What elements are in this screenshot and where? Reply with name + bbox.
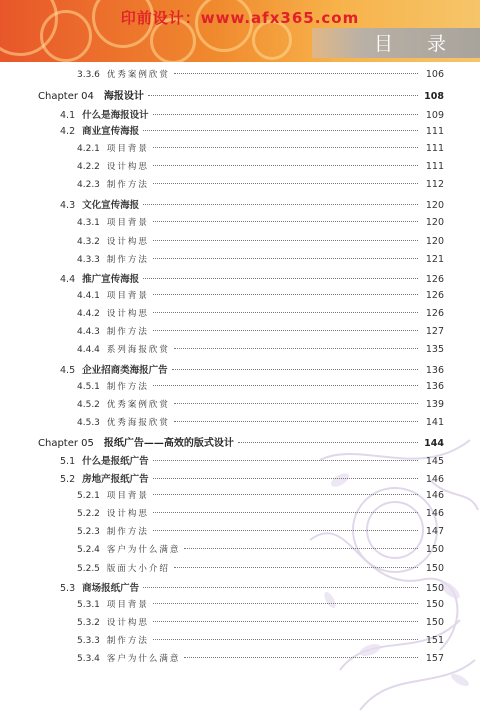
entry-title: 客户为什么满意	[106, 545, 181, 555]
toc-entry	[77, 598, 444, 616]
dot-leader	[174, 403, 418, 404]
page-number: 120	[425, 217, 444, 228]
page-number: 150	[425, 617, 444, 628]
page-number: 106	[425, 69, 444, 80]
toc-entry	[60, 471, 444, 489]
page-number: 150	[425, 599, 444, 610]
entry-title: 项目背景	[106, 600, 149, 610]
entry-number: 5.2.3	[77, 527, 100, 537]
page-number: 157	[425, 653, 444, 664]
page-number: 126	[425, 274, 444, 285]
toc-entry	[77, 616, 444, 634]
entry-title: 制作方法	[106, 382, 149, 392]
dot-leader	[143, 587, 418, 588]
entry-title: 优秀案例欣赏	[106, 400, 170, 410]
toc-entry	[77, 142, 444, 160]
dot-leader	[184, 657, 418, 658]
entry-title: 商业宣传海报	[82, 126, 140, 137]
page-number: 146	[425, 508, 444, 519]
entry-number: 5.3.2	[77, 618, 100, 628]
page-number: 151	[425, 635, 444, 646]
entry-title: 制作方法	[106, 327, 149, 337]
dot-leader	[143, 204, 418, 205]
entry-number: 4.4.4	[77, 345, 100, 355]
dot-leader	[153, 639, 418, 640]
toc-entry	[77, 562, 444, 580]
entry-title: 报纸广告——高效的版式设计	[103, 438, 234, 449]
chapter-entry	[38, 434, 444, 452]
toc-entry	[77, 507, 444, 525]
page-number: 141	[425, 417, 444, 428]
dot-leader	[153, 221, 418, 222]
dot-leader	[153, 512, 418, 513]
entry-title: 房地产报纸广告	[82, 474, 149, 485]
dot-leader	[153, 494, 418, 495]
entry-number: 5.1	[60, 456, 76, 467]
entry-title: 设计构思	[106, 237, 149, 247]
toc-entry	[77, 652, 444, 670]
toc-entry	[77, 489, 444, 507]
entry-title: 商场报纸广告	[82, 583, 140, 594]
entry-number: 5.2.5	[77, 564, 100, 574]
entry-title: 海报设计	[103, 91, 144, 102]
toc-entry	[77, 398, 444, 416]
dot-leader	[174, 348, 418, 349]
toc-entry	[77, 343, 444, 361]
entry-title: 设计构思	[106, 309, 149, 319]
dot-leader	[153, 183, 418, 184]
page-number: 120	[425, 200, 444, 211]
entry-number: 4.4.3	[77, 327, 100, 337]
dot-leader	[148, 95, 418, 96]
entry-title: 制作方法	[106, 180, 149, 190]
dot-leader	[153, 478, 418, 479]
page-number: 111	[425, 126, 444, 137]
page-number: 144	[424, 438, 444, 449]
dot-leader	[153, 330, 418, 331]
toc-entry	[60, 580, 444, 598]
dot-leader	[172, 369, 418, 370]
entry-title: 项目背景	[106, 491, 149, 501]
page-number: 120	[425, 236, 444, 247]
entry-title: 文化宣传海报	[82, 200, 140, 211]
dot-leader	[153, 621, 418, 622]
page-number: 146	[425, 474, 444, 485]
watermark-text: 印前设计：www.afx365.com	[120, 9, 360, 27]
toc-entry	[77, 325, 444, 343]
entry-number: 4.2	[60, 126, 76, 137]
entry-title: 制作方法	[106, 527, 149, 537]
entry-number: 4.3.3	[77, 255, 100, 265]
entry-number: 5.3.1	[77, 600, 100, 610]
dot-leader	[153, 240, 418, 241]
entry-number: 4.5	[60, 365, 76, 376]
toc-entry	[77, 543, 444, 561]
entry-number: 5.2.1	[77, 491, 100, 501]
entry-number: Chapter 05	[38, 438, 94, 449]
page-number: 150	[425, 563, 444, 574]
entry-title: 设计构思	[106, 618, 149, 628]
toc-entry	[60, 453, 444, 471]
page-number: 150	[425, 583, 444, 594]
page-title: 目 录	[373, 33, 460, 55]
dot-leader	[153, 460, 418, 461]
page-number: 139	[425, 399, 444, 410]
page-number: 135	[425, 344, 444, 355]
entry-number: 4.4.2	[77, 309, 100, 319]
entry-number: 4.5.1	[77, 382, 100, 392]
dot-leader	[143, 130, 418, 131]
entry-number: 4.3.1	[77, 218, 100, 228]
entry-number: Chapter 04	[38, 91, 94, 102]
entry-title: 优秀海报欣赏	[106, 418, 170, 428]
entry-title: 设计构思	[106, 162, 149, 172]
page-number: 147	[425, 526, 444, 537]
dot-leader	[143, 278, 418, 279]
page-number: 108	[424, 91, 444, 102]
entry-number: 4.5.2	[77, 400, 100, 410]
chapter-entry	[38, 87, 444, 105]
entry-number: 5.3	[60, 583, 76, 594]
entry-title: 优秀案例欣赏	[106, 70, 170, 80]
dot-leader	[238, 442, 418, 443]
page-number: 145	[425, 456, 444, 467]
toc-entry	[77, 634, 444, 652]
entry-number: 4.2.1	[77, 144, 100, 154]
toc-entry	[60, 123, 444, 141]
entry-number: 4.2.2	[77, 162, 100, 172]
entry-title: 什么是海报设计	[82, 110, 149, 121]
entry-number: 3.3.6	[77, 70, 100, 80]
dot-leader	[174, 567, 418, 568]
toc-entry	[77, 253, 444, 271]
page-header	[0, 0, 480, 62]
page-number: 111	[425, 143, 444, 154]
entry-number: 4.5.3	[77, 418, 100, 428]
dot-leader	[153, 385, 418, 386]
dot-leader	[153, 312, 418, 313]
entry-title: 项目背景	[106, 144, 149, 154]
entry-title: 推广宣传海报	[82, 274, 140, 285]
dot-leader	[184, 548, 418, 549]
page-number: 136	[425, 381, 444, 392]
page-number: 112	[425, 179, 444, 190]
toc-entry	[77, 380, 444, 398]
entry-number: 4.1	[60, 110, 76, 121]
entry-number: 4.2.3	[77, 180, 100, 190]
page-number: 127	[425, 326, 444, 337]
entry-title: 企业招商类海报广告	[82, 365, 168, 376]
dot-leader	[174, 421, 418, 422]
toc-entry	[77, 160, 444, 178]
entry-title: 什么是报纸广告	[82, 456, 149, 467]
toc-entry	[77, 416, 444, 434]
toc-entry	[77, 68, 444, 86]
dot-leader	[153, 165, 418, 166]
page-number: 121	[425, 254, 444, 265]
dot-leader	[153, 530, 418, 531]
entry-title: 制作方法	[106, 255, 149, 265]
entry-title: 项目背景	[106, 291, 149, 301]
dot-leader	[153, 147, 418, 148]
page-number: 126	[425, 290, 444, 301]
toc-entry	[77, 525, 444, 543]
entry-number: 5.2.4	[77, 545, 100, 555]
page-number: 150	[425, 544, 444, 555]
entry-number: 5.2.2	[77, 509, 100, 519]
page-number: 136	[425, 365, 444, 376]
dot-leader	[153, 258, 418, 259]
page-number: 109	[425, 110, 444, 121]
page-number: 126	[425, 308, 444, 319]
entry-title: 客户为什么满意	[106, 654, 181, 664]
page-number: 146	[425, 490, 444, 501]
entry-title: 项目背景	[106, 218, 149, 228]
entry-number: 4.4.1	[77, 291, 100, 301]
toc-entry	[60, 271, 444, 289]
entry-number: 4.3	[60, 200, 76, 211]
entry-title: 制作方法	[106, 636, 149, 646]
dot-leader	[153, 603, 418, 604]
toc-entry	[60, 362, 444, 380]
entry-number: 5.2	[60, 474, 76, 485]
toc-entry	[77, 178, 444, 196]
dot-leader	[153, 294, 418, 295]
entry-number: 5.3.3	[77, 636, 100, 646]
toc-entry	[77, 216, 444, 234]
entry-title: 设计构思	[106, 509, 149, 519]
entry-title: 版面大小介绍	[106, 564, 170, 574]
entry-number: 4.4	[60, 274, 76, 285]
toc-entry	[77, 307, 444, 325]
entry-title: 系列海报欣赏	[106, 345, 170, 355]
toc-entry	[60, 197, 444, 215]
page-number: 111	[425, 161, 444, 172]
toc-entry	[77, 235, 444, 253]
dot-leader	[174, 73, 418, 74]
entry-number: 5.3.4	[77, 654, 100, 664]
entry-number: 4.3.2	[77, 237, 100, 247]
dot-leader	[153, 114, 418, 115]
toc-entry	[77, 289, 444, 307]
